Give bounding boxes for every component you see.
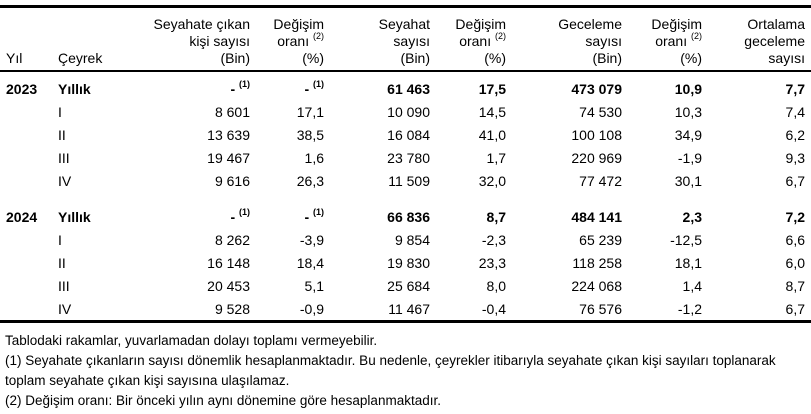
value-cell: 74 530 [579, 104, 622, 120]
value-cell: - $^{(1)}$ [230, 79, 250, 97]
value-cell: - $^{(1)}$ [304, 79, 324, 97]
table-row [0, 274, 811, 297]
year-cell [0, 169, 52, 192]
value-cell: 38,5 [296, 127, 324, 143]
value-cell: 23,3 [478, 255, 506, 271]
value-cell: 25 684 [387, 278, 430, 294]
value-cell: 13 639 [207, 127, 250, 143]
table-header [0, 7, 811, 72]
year-cell [0, 123, 52, 146]
value-cell: 9 528 [214, 301, 250, 317]
quarter-cell: II [58, 127, 66, 143]
quarter-cell: Yıllık [58, 81, 91, 97]
year-cell [0, 251, 52, 274]
value-cell: 1,4 [682, 278, 702, 294]
value-cell: 41,0 [478, 127, 506, 143]
table-row [0, 123, 811, 146]
value-cell: 9,3 [785, 150, 805, 166]
value-cell: 5,1 [304, 278, 324, 294]
value-cell: 18,1 [674, 255, 702, 271]
value-cell: 66 836 [387, 209, 430, 225]
table-row [0, 169, 811, 192]
quarter-cell: III [58, 150, 70, 166]
table-row [0, 228, 811, 251]
value-cell: 30,1 [674, 173, 702, 189]
value-cell: 77 472 [579, 173, 622, 189]
value-cell: 9 616 [214, 173, 250, 189]
year-cell [0, 228, 52, 251]
value-cell: 65 239 [579, 232, 622, 248]
value-cell: 10,3 [674, 104, 702, 120]
quarter-cell: IV [58, 301, 72, 317]
value-cell: -1,9 [677, 150, 702, 166]
value-cell: 11 467 [388, 301, 430, 317]
value-cell: 118 258 [572, 255, 622, 271]
value-cell: 6,6 [785, 232, 805, 248]
footnotes [0, 323, 811, 411]
footnote: (2) Değişim oranı: Bir önceki yılın aynı dönemine göre hesaplanmaktadır. [5, 393, 441, 408]
column-header-degisim-orani-3: Değişim oranı $^{(2)}$ (%) [628, 7, 708, 72]
value-cell: 14,5 [478, 104, 506, 120]
value-cell: 8 262 [214, 232, 250, 248]
value-cell: 473 079 [571, 81, 622, 97]
table-row [0, 71, 811, 100]
column-header-ortalama-geceleme: Ortalama geceleme sayısı [708, 7, 811, 72]
value-cell: 220 969 [571, 150, 622, 166]
value-cell: 1,7 [486, 150, 506, 166]
year-cell [0, 146, 52, 169]
column-header-geceleme-sayisi: Geceleme sayısı (Bin) [512, 7, 628, 72]
value-cell: - $^{(1)}$ [304, 207, 324, 225]
column-header-ceyrek: Çeyrek [52, 7, 144, 72]
value-cell: 8,7 [486, 209, 506, 225]
value-cell: -3,9 [299, 232, 324, 248]
travel-statistics-table [0, 5, 811, 323]
value-cell: - $^{(1)}$ [230, 207, 250, 225]
quarter-cell: III [58, 278, 70, 294]
footnote: Tablodaki rakamlar, yuvarlamadan dolayı toplamı vermeyebilir. [5, 333, 378, 348]
year-cell [0, 100, 52, 123]
table-row [0, 146, 811, 169]
table-row [0, 251, 811, 274]
table-row [0, 297, 811, 322]
value-cell: 19 467 [207, 150, 250, 166]
value-cell: 6,2 [785, 127, 805, 143]
quarter-cell: Yıllık [58, 209, 91, 225]
value-cell: 19 830 [387, 255, 430, 271]
value-cell: 10,9 [674, 81, 702, 97]
value-cell: 34,9 [674, 127, 702, 143]
column-header-yil: Yıl [0, 7, 52, 72]
value-cell: 61 463 [387, 81, 430, 97]
table-row [0, 192, 811, 228]
quarter-cell: I [58, 232, 62, 248]
value-cell: 100 108 [571, 127, 622, 143]
value-cell: 9 854 [394, 232, 430, 248]
value-cell: -1,2 [677, 301, 702, 317]
table-row [0, 100, 811, 123]
value-cell: 18,4 [296, 255, 324, 271]
value-cell: -12,5 [670, 232, 702, 248]
year-cell [0, 297, 52, 322]
value-cell: 17,5 [478, 81, 506, 97]
quarter-cell: I [58, 104, 62, 120]
column-header-degisim-orani-2: Değişim oranı $^{(2)}$ (%) [436, 7, 512, 72]
value-cell: -0,4 [481, 301, 506, 317]
header-row [0, 7, 811, 72]
value-cell: 224 068 [571, 278, 622, 294]
value-cell: 2,3 [682, 209, 702, 225]
year-cell: 2023 [6, 81, 38, 97]
value-cell: 20 453 [207, 278, 250, 294]
value-cell: 6,0 [785, 255, 805, 271]
value-cell: 7,2 [785, 209, 805, 225]
value-cell: 7,4 [785, 104, 805, 120]
value-cell: 11 509 [388, 173, 430, 189]
value-cell: 17,1 [296, 104, 324, 120]
value-cell: -2,3 [481, 232, 506, 248]
table-body [0, 71, 811, 322]
column-header-seyahat-sayisi: Seyahat sayısı (Bin) [330, 7, 436, 72]
value-cell: 10 090 [387, 104, 430, 120]
column-header-degisim-orani-1: Değişim oranı $^{(2)}$ (%) [256, 7, 330, 72]
value-cell: 484 141 [571, 209, 622, 225]
value-cell: -0,9 [299, 301, 324, 317]
value-cell: 8 601 [214, 104, 250, 120]
year-cell: 2024 [6, 209, 38, 225]
value-cell: 23 780 [387, 150, 430, 166]
value-cell: 1,6 [304, 150, 324, 166]
value-cell: 6,7 [785, 301, 805, 317]
value-cell: 8,0 [486, 278, 506, 294]
quarter-cell: II [58, 255, 66, 271]
value-cell: 8,7 [785, 278, 805, 294]
value-cell: 76 576 [579, 301, 622, 317]
value-cell: 6,7 [785, 173, 805, 189]
value-cell: 32,0 [478, 173, 506, 189]
year-cell [0, 274, 52, 297]
value-cell: 7,7 [785, 81, 805, 97]
value-cell: 16 084 [387, 127, 430, 143]
value-cell: 26,3 [296, 173, 324, 189]
value-cell: 16 148 [207, 255, 250, 271]
column-header-kisi-sayisi: Seyahate çıkan kişi sayısı (Bin) [144, 7, 256, 72]
quarter-cell: IV [58, 173, 72, 189]
footnote: (1) Seyahate çıkanların sayısı dönemlik hesaplanmaktadır. Bu nedenle, çeyrekler itibarıyla seyahate çıkan kişi sayıları toplanarak toplam seyahate çıkan kişi sayısına ulaşılamaz. [5, 353, 776, 388]
